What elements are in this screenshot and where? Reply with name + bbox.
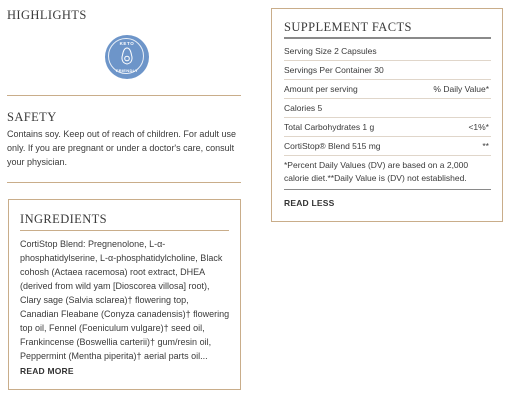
- ingredients-line: top oil, Fennel (Foeniculum vulgare)† seed oil,: [20, 323, 205, 333]
- ingredients-divider: [20, 230, 229, 231]
- ingredients-line: CortiStop Blend: Pregnenolone, L-α-: [20, 239, 166, 249]
- ingredients-line: Frankincense (Boswellia carterii)† gum/resin oil,: [20, 337, 212, 347]
- ingredients-line: Peppermint (Mentha piperita)† aerial parts oil...: [20, 351, 208, 361]
- nutrient-value: <1%*: [468, 122, 489, 132]
- ingredients-line: (derived from wild yam [Dioscorea villosa] root),: [20, 281, 210, 291]
- read-less-link[interactable]: READ LESS: [284, 198, 335, 208]
- safety-line: your physician.: [7, 157, 68, 167]
- ingredients-text: [20, 237, 240, 363]
- safety-line: only. If you are pregnant or under a doctor's care, consult: [7, 143, 235, 153]
- servings-per-container: Servings Per Container 30: [284, 65, 384, 75]
- highlights-title: HIGHLIGHTS: [7, 8, 87, 22]
- nutrient-row: [284, 118, 491, 137]
- badge-bottom-text: FRIENDLY: [115, 68, 139, 73]
- nutrient-row: [284, 99, 491, 118]
- servings-per-container-row: [284, 61, 491, 80]
- avocado-icon: [120, 47, 134, 65]
- supplement-facts-title: SUPPLEMENT FACTS: [284, 20, 412, 34]
- safety-text: [7, 127, 247, 169]
- ingredients-line: Canadian Fleabane (Conyza canadensis)† flowering: [20, 309, 230, 319]
- amount-per-serving-label: Amount per serving: [284, 84, 358, 94]
- nutrient-label: Calories 5: [284, 103, 323, 113]
- badge-top-text: KETO: [119, 41, 135, 46]
- serving-size: Serving Size 2 Capsules: [284, 46, 377, 56]
- safety-line: Contains soy. Keep out of reach of children. For adult use: [7, 129, 236, 139]
- nutrient-value: **: [482, 141, 489, 151]
- footnote-line: *Percent Daily Values (DV) are based on a 2,000: [284, 160, 469, 170]
- amount-header-row: [284, 80, 491, 99]
- nutrient-row: [284, 137, 491, 156]
- nutrient-label: CortiStop® Blend 515 mg: [284, 141, 381, 151]
- nutrient-label: Total Carbohydrates 1 g: [284, 122, 375, 132]
- serving-size-row: [284, 42, 491, 61]
- facts-bottom-rule: [284, 189, 491, 190]
- ingredients-line: Clary sage (Salvia sclarea)† flowering top,: [20, 295, 189, 305]
- keto-friendly-badge: [105, 35, 149, 79]
- facts-thick-rule: [284, 37, 491, 39]
- daily-value-label: % Daily Value*: [433, 84, 489, 94]
- footnote-line: calorie diet.**Daily Value is (DV) not established.: [284, 173, 467, 183]
- safety-title: SAFETY: [7, 110, 57, 124]
- ingredients-title: INGREDIENTS: [20, 212, 108, 226]
- ingredients-line: cohosh (Actaea racemosa) root extract, DHEA: [20, 267, 206, 277]
- facts-footnote: [284, 159, 496, 185]
- ingredients-line: phosphatidylserine, L-α-phosphatidylcholine, Black: [20, 253, 223, 263]
- read-more-link[interactable]: READ MORE: [20, 366, 74, 376]
- divider: [7, 95, 241, 96]
- divider: [7, 182, 241, 183]
